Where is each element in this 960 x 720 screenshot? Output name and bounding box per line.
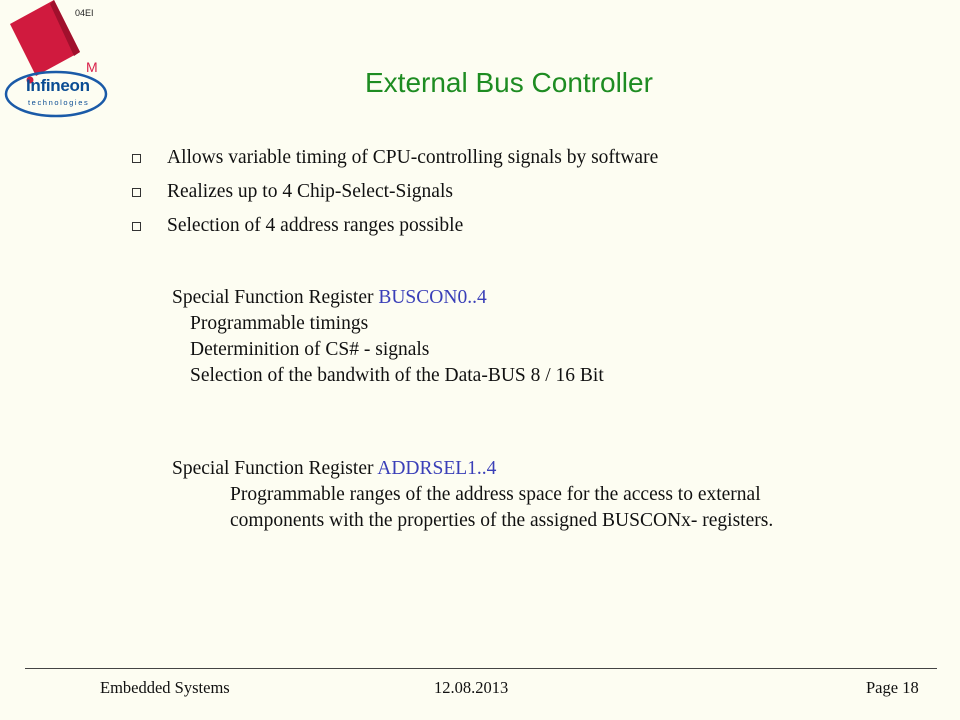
register-detail: Programmable timings <box>190 313 369 334</box>
logo-wordmark: Infineon <box>26 76 90 95</box>
register-prefix: Special Function Register <box>172 458 378 479</box>
square-bullet-icon <box>132 188 141 197</box>
infineon-logo <box>0 0 120 120</box>
bullet-text: Allows variable timing of CPU-controlling signals by software <box>167 147 659 168</box>
bullet-item <box>132 213 658 247</box>
bullet-list <box>132 145 658 247</box>
square-bullet-icon <box>132 154 141 163</box>
register-prefix: Special Function Register <box>172 287 379 308</box>
bullet-text: Realizes up to 4 Chip-Select-Signals <box>167 181 453 202</box>
footer-divider <box>25 668 937 669</box>
register-detail: Selection of the bandwith of the Data-BUS 8 / 16 Bit <box>190 365 604 386</box>
logo-m-mark: M <box>86 59 98 75</box>
bullet-item <box>132 145 658 179</box>
register-section-addrsel <box>172 456 773 534</box>
register-detail: components with the properties of the assigned BUSCONx- registers. <box>230 510 774 531</box>
register-name: BUSCON0..4 <box>378 287 487 308</box>
bullet-item <box>132 179 658 213</box>
register-heading <box>172 285 604 311</box>
logo-label: 04EI <box>75 8 94 18</box>
register-detail: Determinition of CS# - signals <box>190 339 430 360</box>
footer-course: Embedded Systems <box>100 678 230 697</box>
footer-date: 12.08.2013 <box>434 678 509 697</box>
register-heading <box>172 456 773 482</box>
register-section-buscon <box>172 285 604 389</box>
register-detail: Programmable ranges of the address space for the access to external <box>230 484 761 505</box>
logo-subtitle: technologies <box>28 98 90 107</box>
register-name: ADDRSEL1..4 <box>377 458 497 479</box>
slide-title: External Bus Controller <box>365 67 653 98</box>
square-bullet-icon <box>132 222 141 231</box>
footer-page-number: Page 18 <box>866 678 919 697</box>
bullet-text: Selection of 4 address ranges possible <box>167 215 464 236</box>
